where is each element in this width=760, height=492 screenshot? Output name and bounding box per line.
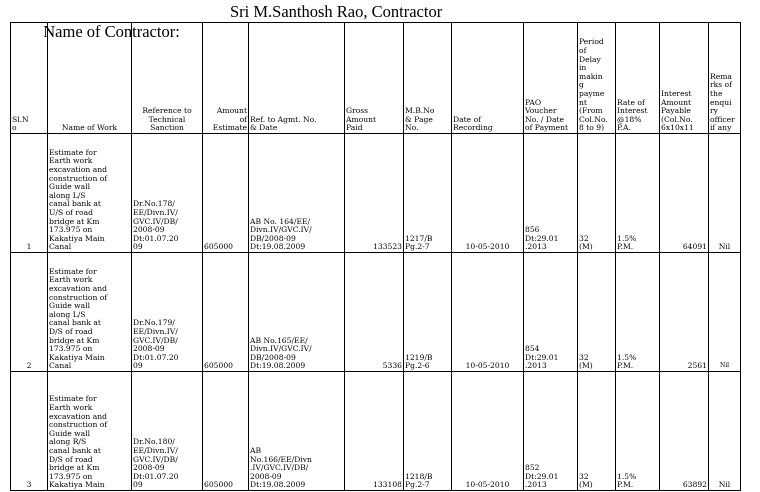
cell-amount-of-estimate: 605000 (203, 134, 249, 253)
cell-gross-amount: 5336 (345, 253, 404, 372)
cell-technical-sanction: Dr.No.179/ EE/Divn.IV/ GVC.IV/DB/ 2008-09 Dt:01.07.20 09 (132, 253, 203, 372)
cell-remarks: Nil (709, 253, 741, 372)
col-header-pao-voucher: PAO Voucher No. / Date of Payment (524, 23, 578, 134)
cell-remarks: Nil (709, 134, 741, 253)
cell-name-of-work: Estimate for Earth work excavation and construction of Guide wall along L/S canal bank at U/S of road bridge at Km 173.975 on Kakatiya Main Canal (48, 134, 132, 253)
col-header-agreement-ref: Ref. to Agmt. No. & Date (249, 23, 345, 134)
cell-date-of-recording: 10-05-2010 (452, 372, 524, 491)
cell-technical-sanction: Dr.No.180/ EE/Divn.IV/ GVC.IV/DB/ 2008-09 Dt:01.07.20 09 (132, 372, 203, 491)
cell-interest-payable: 63892 (660, 372, 709, 491)
cell-mb-page: 1217/B Pg.2-7 (404, 134, 452, 253)
col-header-interest-payable: Interest Amount Payable (Col.No. 6x10x11 (660, 23, 709, 134)
cell-rate-of-interest: 1.5% P.M. (616, 253, 660, 372)
cell-date-of-recording: 10-05-2010 (452, 134, 524, 253)
cell-date-of-recording: 10-05-2010 (452, 253, 524, 372)
col-header-remarks: Rema rks of the enqui ry officer if any (709, 23, 741, 134)
col-header-period-of-delay: Period of Delay in makin g payme nt (From Col.No. 8 to 9) (578, 23, 616, 134)
cell-rate-of-interest: 1.5% P.M. (616, 372, 660, 491)
cell-agreement-ref: AB No.166/EE/Divn .IV/GVC.IV/DB/ 2008-09 Dt:19.08.2009 (249, 372, 345, 491)
contractor-label: Name of Contractor: (43, 22, 180, 41)
cell-agreement-ref: AB No.165/EE/ Divn.IV/GVC.IV/ DB/2008-09 Dt:19.08.2009 (249, 253, 345, 372)
cell-interest-payable: 2561 (660, 253, 709, 372)
table-row (11, 253, 741, 372)
cell-pao-voucher: 852 Dt:29.01 .2013 (524, 372, 578, 491)
table-header-row (11, 23, 741, 134)
col-header-name-of-work: Name of Work (48, 23, 132, 134)
cell-gross-amount: 133523 (345, 134, 404, 253)
col-header-mb-page: M.B.No & Page No. (404, 23, 452, 134)
cell-technical-sanction: Dr.No.178/ EE/Divn.IV/ GVC.IV/DB/ 2008-09 Dt:01.07.20 09 (132, 134, 203, 253)
cell-pao-voucher: 856 Dt:29.01 .2013 (524, 134, 578, 253)
table-row (11, 372, 741, 491)
col-header-gross-amount: Gross Amount Paid (345, 23, 404, 134)
col-header-amount-of-estimate: Amount of Estimate (203, 23, 249, 134)
cell-slno: 3 (11, 372, 48, 491)
cell-gross-amount: 133108 (345, 372, 404, 491)
col-header-rate-of-interest: Rate of Interest @18% P.A. (616, 23, 660, 134)
cell-pao-voucher: 854 Dt:29.01 .2013 (524, 253, 578, 372)
cell-mb-page: 1219/B Pg.2-6 (404, 253, 452, 372)
cell-period-of-delay: 32 (M) (578, 134, 616, 253)
cell-amount-of-estimate: 605000 (203, 253, 249, 372)
cell-remarks: Nil (709, 372, 741, 491)
cell-mb-page: 1218/B Pg.2-7 (404, 372, 452, 491)
cell-agreement-ref: AB No. 164/EE/ Divn.IV/GVC.IV/ DB/2008-09 Dt:19.08.2009 (249, 134, 345, 253)
cell-interest-payable: 64091 (660, 134, 709, 253)
cell-amount-of-estimate: 605000 (203, 372, 249, 491)
col-header-slno: Sl.N o (11, 23, 48, 134)
col-header-technical-sanction: Reference to Technical Sanction (132, 23, 203, 134)
cell-name-of-work: Estimate for Earth work excavation and construction of Guide wall along R/S canal bank at D/S of road bridge at Km 173.975 on Kakatiya Main (48, 372, 132, 491)
cell-name-of-work: Estimate for Earth work excavation and construction of Guide wall along L/S canal bank at D/S of road bridge at Km 173.975 on Kakatiya Main Canal (48, 253, 132, 372)
table-row (11, 134, 741, 253)
cell-period-of-delay: 32 (M) (578, 372, 616, 491)
col-header-date-of-recording: Date of Recording (452, 23, 524, 134)
payment-table (10, 22, 741, 491)
cell-period-of-delay: 32 (M) (578, 253, 616, 372)
contractor-name: Sri M.Santhosh Rao, Contractor (230, 2, 443, 21)
cell-slno: 1 (11, 134, 48, 253)
cell-slno: 2 (11, 253, 48, 372)
cell-rate-of-interest: 1.5% P.M. (616, 134, 660, 253)
